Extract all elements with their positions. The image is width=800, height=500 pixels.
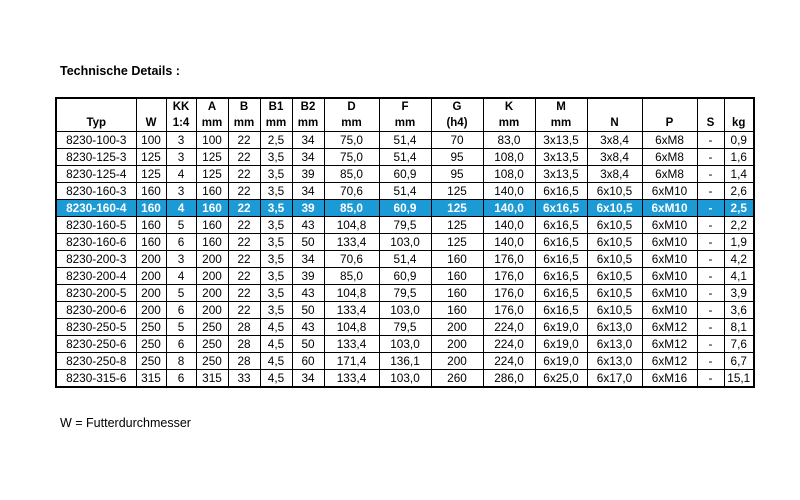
table-row [56, 285, 754, 302]
table-cell: 51,4 [379, 251, 431, 268]
table-cell: 6 [166, 234, 196, 251]
table-cell: - [697, 166, 724, 183]
table-cell: 22 [228, 200, 260, 217]
column-header: mm [228, 115, 260, 132]
table-cell: 22 [228, 268, 260, 285]
table-cell: 4,5 [260, 370, 292, 388]
table-cell: 6x10,5 [587, 302, 642, 319]
column-header: B2 [292, 98, 324, 115]
table-cell: 2,6 [724, 183, 754, 200]
table-row [56, 302, 754, 319]
table-cell: 8230-125-3 [56, 149, 136, 166]
footnote: W = Futterdurchmesser [60, 416, 191, 430]
table-cell: 171,4 [324, 353, 379, 370]
table-cell: 6xM10 [642, 285, 697, 302]
table-cell: 3,5 [260, 149, 292, 166]
table-cell: 75,0 [324, 149, 379, 166]
table-cell: 43 [292, 285, 324, 302]
table-cell: 6x19,0 [535, 353, 587, 370]
table-cell: 108,0 [483, 149, 535, 166]
table-cell: 160 [196, 183, 228, 200]
technical-details-table [55, 97, 755, 388]
table-cell: 6 [166, 370, 196, 388]
table-cell: 43 [292, 319, 324, 336]
table-cell: 3,6 [724, 302, 754, 319]
table-cell: 22 [228, 166, 260, 183]
table-cell: 22 [228, 285, 260, 302]
column-header: mm [260, 115, 292, 132]
table-cell: 160 [196, 217, 228, 234]
table-cell: 140,0 [483, 200, 535, 217]
table-cell: 6,7 [724, 353, 754, 370]
table-cell: 22 [228, 251, 260, 268]
table-cell: 250 [136, 319, 166, 336]
table-cell: 286,0 [483, 370, 535, 388]
table-cell: 4,5 [260, 353, 292, 370]
table-cell: 160 [136, 200, 166, 217]
table-cell: 6x16,5 [535, 268, 587, 285]
table-cell: 60,9 [379, 268, 431, 285]
table-cell: 3x13,5 [535, 166, 587, 183]
table-cell: 6x13,0 [587, 353, 642, 370]
table-cell: 2,2 [724, 217, 754, 234]
table-cell: 2,5 [260, 132, 292, 149]
table-cell: 4,2 [724, 251, 754, 268]
column-header: S [697, 115, 724, 132]
table-cell: 50 [292, 234, 324, 251]
table-cell: 6x10,5 [587, 217, 642, 234]
table-cell: - [697, 183, 724, 200]
table-cell: 3 [166, 132, 196, 149]
table-cell: 200 [196, 268, 228, 285]
column-header: mm [324, 115, 379, 132]
table-cell: 70,6 [324, 183, 379, 200]
table-cell: 250 [196, 336, 228, 353]
table-cell: 160 [136, 217, 166, 234]
table-cell: 6x13,0 [587, 336, 642, 353]
table-cell: 250 [196, 353, 228, 370]
table-cell: 8230-160-5 [56, 217, 136, 234]
table-cell: 6x16,5 [535, 251, 587, 268]
table-cell: 160 [431, 285, 483, 302]
column-header: kg [724, 115, 754, 132]
table-cell: 250 [136, 353, 166, 370]
table-cell: 200 [136, 285, 166, 302]
table-cell: 8230-160-4 [56, 200, 136, 217]
table-cell: 8230-125-4 [56, 166, 136, 183]
column-header: W [136, 115, 166, 132]
table-row [56, 149, 754, 166]
table-cell: 125 [136, 166, 166, 183]
table-cell: 5 [166, 319, 196, 336]
table-cell: 3,5 [260, 217, 292, 234]
table-cell: 3,5 [260, 302, 292, 319]
column-header [642, 98, 697, 115]
table-cell: 176,0 [483, 302, 535, 319]
table-row [56, 183, 754, 200]
table-cell: 125 [196, 149, 228, 166]
table-cell: 224,0 [483, 319, 535, 336]
table-cell: - [697, 251, 724, 268]
table-cell: 100 [136, 132, 166, 149]
table-cell: 3x8,4 [587, 132, 642, 149]
table-cell: 4 [166, 200, 196, 217]
table-cell: 103,0 [379, 370, 431, 388]
table-cell: 133,4 [324, 234, 379, 251]
table-cell: 200 [196, 285, 228, 302]
table-cell: 200 [136, 251, 166, 268]
table-cell: - [697, 302, 724, 319]
table-cell: 3,5 [260, 285, 292, 302]
table-cell: 51,4 [379, 149, 431, 166]
section-title: Technische Details : [60, 64, 180, 78]
table-cell: 6x10,5 [587, 251, 642, 268]
table-cell: - [697, 132, 724, 149]
table-cell: 3,5 [260, 166, 292, 183]
table-cell: 8230-250-5 [56, 319, 136, 336]
table-cell: 125 [431, 234, 483, 251]
table-cell: 176,0 [483, 285, 535, 302]
table-row [56, 353, 754, 370]
table-cell: 104,8 [324, 285, 379, 302]
table-cell: 8,1 [724, 319, 754, 336]
table-cell: 176,0 [483, 268, 535, 285]
table-cell: 6xM10 [642, 217, 697, 234]
table-cell: 224,0 [483, 353, 535, 370]
table-cell: 60,9 [379, 200, 431, 217]
table-cell: 160 [136, 234, 166, 251]
table-cell: 140,0 [483, 234, 535, 251]
table-cell: 95 [431, 166, 483, 183]
table-cell: 6 [166, 302, 196, 319]
table-cell: 28 [228, 319, 260, 336]
table-cell: 8230-200-6 [56, 302, 136, 319]
table-cell: 70,6 [324, 251, 379, 268]
table-cell: 3 [166, 149, 196, 166]
column-header [136, 98, 166, 115]
column-header: F [379, 98, 431, 115]
table-cell: 22 [228, 302, 260, 319]
table-cell: 4,1 [724, 268, 754, 285]
table-cell: 315 [196, 370, 228, 388]
table-cell: 200 [431, 336, 483, 353]
table-cell: 4,5 [260, 336, 292, 353]
table-cell: 3,5 [260, 268, 292, 285]
table-cell: 6x16,5 [535, 285, 587, 302]
column-header: K [483, 98, 535, 115]
table-cell: 3,5 [260, 234, 292, 251]
table-cell: 0,9 [724, 132, 754, 149]
table-cell: 8 [166, 353, 196, 370]
table-row [56, 166, 754, 183]
table-cell: 3 [166, 183, 196, 200]
table-cell: 8230-200-4 [56, 268, 136, 285]
table-cell: 51,4 [379, 183, 431, 200]
table-cell: 160 [196, 200, 228, 217]
table-cell: 6x10,5 [587, 285, 642, 302]
table-cell: 104,8 [324, 217, 379, 234]
table-cell: 22 [228, 183, 260, 200]
table-cell: 200 [196, 251, 228, 268]
table-cell: 6xM10 [642, 183, 697, 200]
table-cell: 103,0 [379, 234, 431, 251]
header-row [56, 98, 754, 115]
table-row [56, 200, 754, 217]
table-cell: 6x17,0 [587, 370, 642, 388]
table-cell: 28 [228, 353, 260, 370]
table-cell: 79,5 [379, 217, 431, 234]
table-row [56, 217, 754, 234]
column-header: mm [196, 115, 228, 132]
table-cell: - [697, 319, 724, 336]
column-header: mm [483, 115, 535, 132]
table-cell: 8230-200-3 [56, 251, 136, 268]
table-cell: 6xM12 [642, 336, 697, 353]
table-cell: - [697, 149, 724, 166]
table-cell: 3x13,5 [535, 149, 587, 166]
column-header: N [587, 115, 642, 132]
table-row [56, 234, 754, 251]
table-cell: 2,5 [724, 200, 754, 217]
table-cell: 22 [228, 217, 260, 234]
table-cell: 79,5 [379, 285, 431, 302]
column-header: KK [166, 98, 196, 115]
column-header [697, 98, 724, 115]
table-cell: 22 [228, 149, 260, 166]
table-cell: 125 [431, 217, 483, 234]
table-cell: 33 [228, 370, 260, 388]
table-cell: 6x10,5 [587, 234, 642, 251]
table-cell: 125 [431, 200, 483, 217]
table-cell: 8230-250-8 [56, 353, 136, 370]
table-cell: 133,4 [324, 336, 379, 353]
column-header: 1:4 [166, 115, 196, 132]
table-cell: 3x8,4 [587, 166, 642, 183]
table-cell: 85,0 [324, 268, 379, 285]
table-cell: 6x10,5 [587, 268, 642, 285]
table-cell: 200 [431, 319, 483, 336]
table-cell: 34 [292, 183, 324, 200]
table-cell: 7,6 [724, 336, 754, 353]
column-header: G [431, 98, 483, 115]
table-cell: 200 [136, 302, 166, 319]
table-cell: 250 [196, 319, 228, 336]
table-cell: 3x13,5 [535, 132, 587, 149]
table-cell: 8230-160-6 [56, 234, 136, 251]
table-cell: 15,1 [724, 370, 754, 388]
table-cell: - [697, 200, 724, 217]
table-cell: 3 [166, 251, 196, 268]
table-cell: 140,0 [483, 217, 535, 234]
table-cell: - [697, 336, 724, 353]
table-cell: 85,0 [324, 200, 379, 217]
table-cell: 100 [196, 132, 228, 149]
column-header: Typ [56, 115, 136, 132]
table-cell: 8230-250-6 [56, 336, 136, 353]
table-cell: 6xM16 [642, 370, 697, 388]
table-cell: 6x13,0 [587, 319, 642, 336]
table-cell: 160 [136, 183, 166, 200]
table-cell: 95 [431, 149, 483, 166]
column-header: mm [292, 115, 324, 132]
table-cell: 160 [431, 302, 483, 319]
table-cell: 315 [136, 370, 166, 388]
table-cell: 39 [292, 200, 324, 217]
table-cell: 8230-100-3 [56, 132, 136, 149]
table-cell: 125 [431, 183, 483, 200]
table-cell: - [697, 353, 724, 370]
table-cell: 51,4 [379, 132, 431, 149]
table-cell: 6x19,0 [535, 319, 587, 336]
table-cell: - [697, 370, 724, 388]
table-cell: 8230-200-5 [56, 285, 136, 302]
table-cell: 3,9 [724, 285, 754, 302]
table-cell: 133,4 [324, 370, 379, 388]
table-cell: 43 [292, 217, 324, 234]
table-row [56, 319, 754, 336]
table-cell: 8230-160-3 [56, 183, 136, 200]
table-cell: 3,5 [260, 183, 292, 200]
table-cell: 6x16,5 [535, 234, 587, 251]
table-cell: 200 [431, 353, 483, 370]
table-cell: 160 [196, 234, 228, 251]
table-cell: 34 [292, 370, 324, 388]
table-cell: 85,0 [324, 166, 379, 183]
table-cell: 6x16,5 [535, 217, 587, 234]
table-row [56, 132, 754, 149]
table-cell: 6xM8 [642, 132, 697, 149]
table-cell: - [697, 268, 724, 285]
table-cell: 34 [292, 251, 324, 268]
table-cell: 250 [136, 336, 166, 353]
column-header: mm [379, 115, 431, 132]
table-cell: 6xM10 [642, 234, 697, 251]
table-cell: 6xM10 [642, 251, 697, 268]
table-cell: 22 [228, 132, 260, 149]
table-cell: 50 [292, 302, 324, 319]
table-cell: 1,4 [724, 166, 754, 183]
table-cell: 70 [431, 132, 483, 149]
table-cell: 1,6 [724, 149, 754, 166]
table-cell: 5 [166, 217, 196, 234]
table-cell: 22 [228, 234, 260, 251]
table-cell: 160 [431, 268, 483, 285]
table-cell: 6x19,0 [535, 336, 587, 353]
column-header: B [228, 98, 260, 115]
column-header [56, 98, 136, 115]
table-cell: 83,0 [483, 132, 535, 149]
column-header: mm [535, 115, 587, 132]
table-cell: 39 [292, 166, 324, 183]
table-row [56, 268, 754, 285]
table-cell: 6xM10 [642, 302, 697, 319]
table-cell: 1,9 [724, 234, 754, 251]
table-cell: 6xM10 [642, 268, 697, 285]
table-cell: - [697, 217, 724, 234]
table-cell: 4,5 [260, 319, 292, 336]
table-cell: 200 [136, 268, 166, 285]
table-cell: 50 [292, 336, 324, 353]
column-header: D [324, 98, 379, 115]
table-cell: 160 [431, 251, 483, 268]
table-cell: 3,5 [260, 200, 292, 217]
table-cell: 140,0 [483, 183, 535, 200]
table-cell: 6xM10 [642, 200, 697, 217]
table-cell: 6 [166, 336, 196, 353]
table-cell: 200 [196, 302, 228, 319]
table-cell: 224,0 [483, 336, 535, 353]
table-cell: 60 [292, 353, 324, 370]
table-cell: 103,0 [379, 336, 431, 353]
table-cell: 260 [431, 370, 483, 388]
table-cell: 125 [196, 166, 228, 183]
table-cell: 79,5 [379, 319, 431, 336]
column-header [587, 98, 642, 115]
table-cell: 108,0 [483, 166, 535, 183]
table-cell: 6xM8 [642, 149, 697, 166]
table-row [56, 251, 754, 268]
column-header [724, 98, 754, 115]
table-cell: 6xM12 [642, 353, 697, 370]
table-cell: 4 [166, 268, 196, 285]
table-cell: - [697, 285, 724, 302]
column-header: B1 [260, 98, 292, 115]
table-cell: 6xM8 [642, 166, 697, 183]
column-header: A [196, 98, 228, 115]
table-cell: 5 [166, 285, 196, 302]
table-cell: 103,0 [379, 302, 431, 319]
table-cell: 6x10,5 [587, 200, 642, 217]
table-cell: 28 [228, 336, 260, 353]
header-row [56, 115, 754, 132]
table-cell: 6x16,5 [535, 302, 587, 319]
table-cell: 104,8 [324, 319, 379, 336]
table-cell: 3x8,4 [587, 149, 642, 166]
table-cell: 6x16,5 [535, 183, 587, 200]
table-cell: 39 [292, 268, 324, 285]
table-cell: 136,1 [379, 353, 431, 370]
table-cell: 6x25,0 [535, 370, 587, 388]
table-cell: 6x10,5 [587, 183, 642, 200]
table-cell: 34 [292, 149, 324, 166]
table-cell: 60,9 [379, 166, 431, 183]
table-cell: 176,0 [483, 251, 535, 268]
table-cell: 3,5 [260, 251, 292, 268]
table-cell: 8230-315-6 [56, 370, 136, 388]
table-row [56, 336, 754, 353]
column-header: M [535, 98, 587, 115]
table-cell: - [697, 234, 724, 251]
table-cell: 6x16,5 [535, 200, 587, 217]
table-row [56, 370, 754, 388]
column-header: P [642, 115, 697, 132]
table-cell: 133,4 [324, 302, 379, 319]
table-cell: 125 [136, 149, 166, 166]
table-cell: 75,0 [324, 132, 379, 149]
table-cell: 6xM12 [642, 319, 697, 336]
table-cell: 34 [292, 132, 324, 149]
column-header: (h4) [431, 115, 483, 132]
table-cell: 4 [166, 166, 196, 183]
